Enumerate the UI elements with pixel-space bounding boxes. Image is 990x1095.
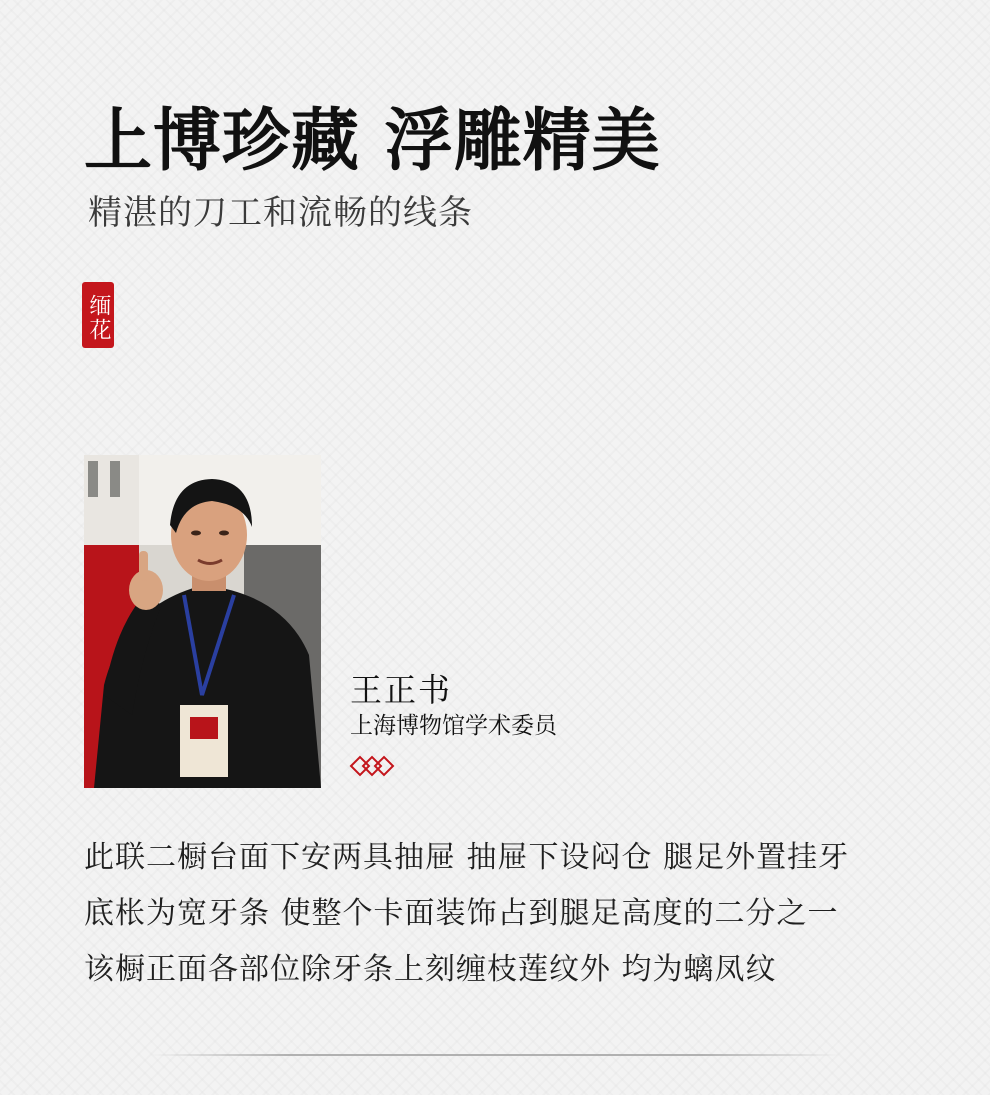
- portrait-photo: [84, 455, 321, 788]
- portrait-illustration: [84, 455, 321, 788]
- page-title: 上博珍藏 浮雕精美: [84, 102, 661, 181]
- page-subtitle: 精湛的刀工和流畅的线条: [88, 193, 473, 233]
- person-name: 王正书: [350, 671, 453, 709]
- knot-ornament-icon: [349, 752, 395, 780]
- red-seal-stamp: 缅花: [82, 282, 114, 348]
- bottom-divider: [150, 1054, 840, 1056]
- person-position: 上海博物馆学术委员: [350, 713, 557, 739]
- description-line: 底枨为宽牙条 使整个卡面装饰占到腿足高度的二分之一: [84, 896, 839, 931]
- description-paragraph: [84, 830, 944, 998]
- description-line: 该橱正面各部位除牙条上刻缠枝莲纹外 均为螭凤纹: [84, 952, 777, 987]
- description-line: 此联二橱台面下安两具抽屉 抽屉下设闷仓 腿足外置挂牙: [84, 840, 850, 875]
